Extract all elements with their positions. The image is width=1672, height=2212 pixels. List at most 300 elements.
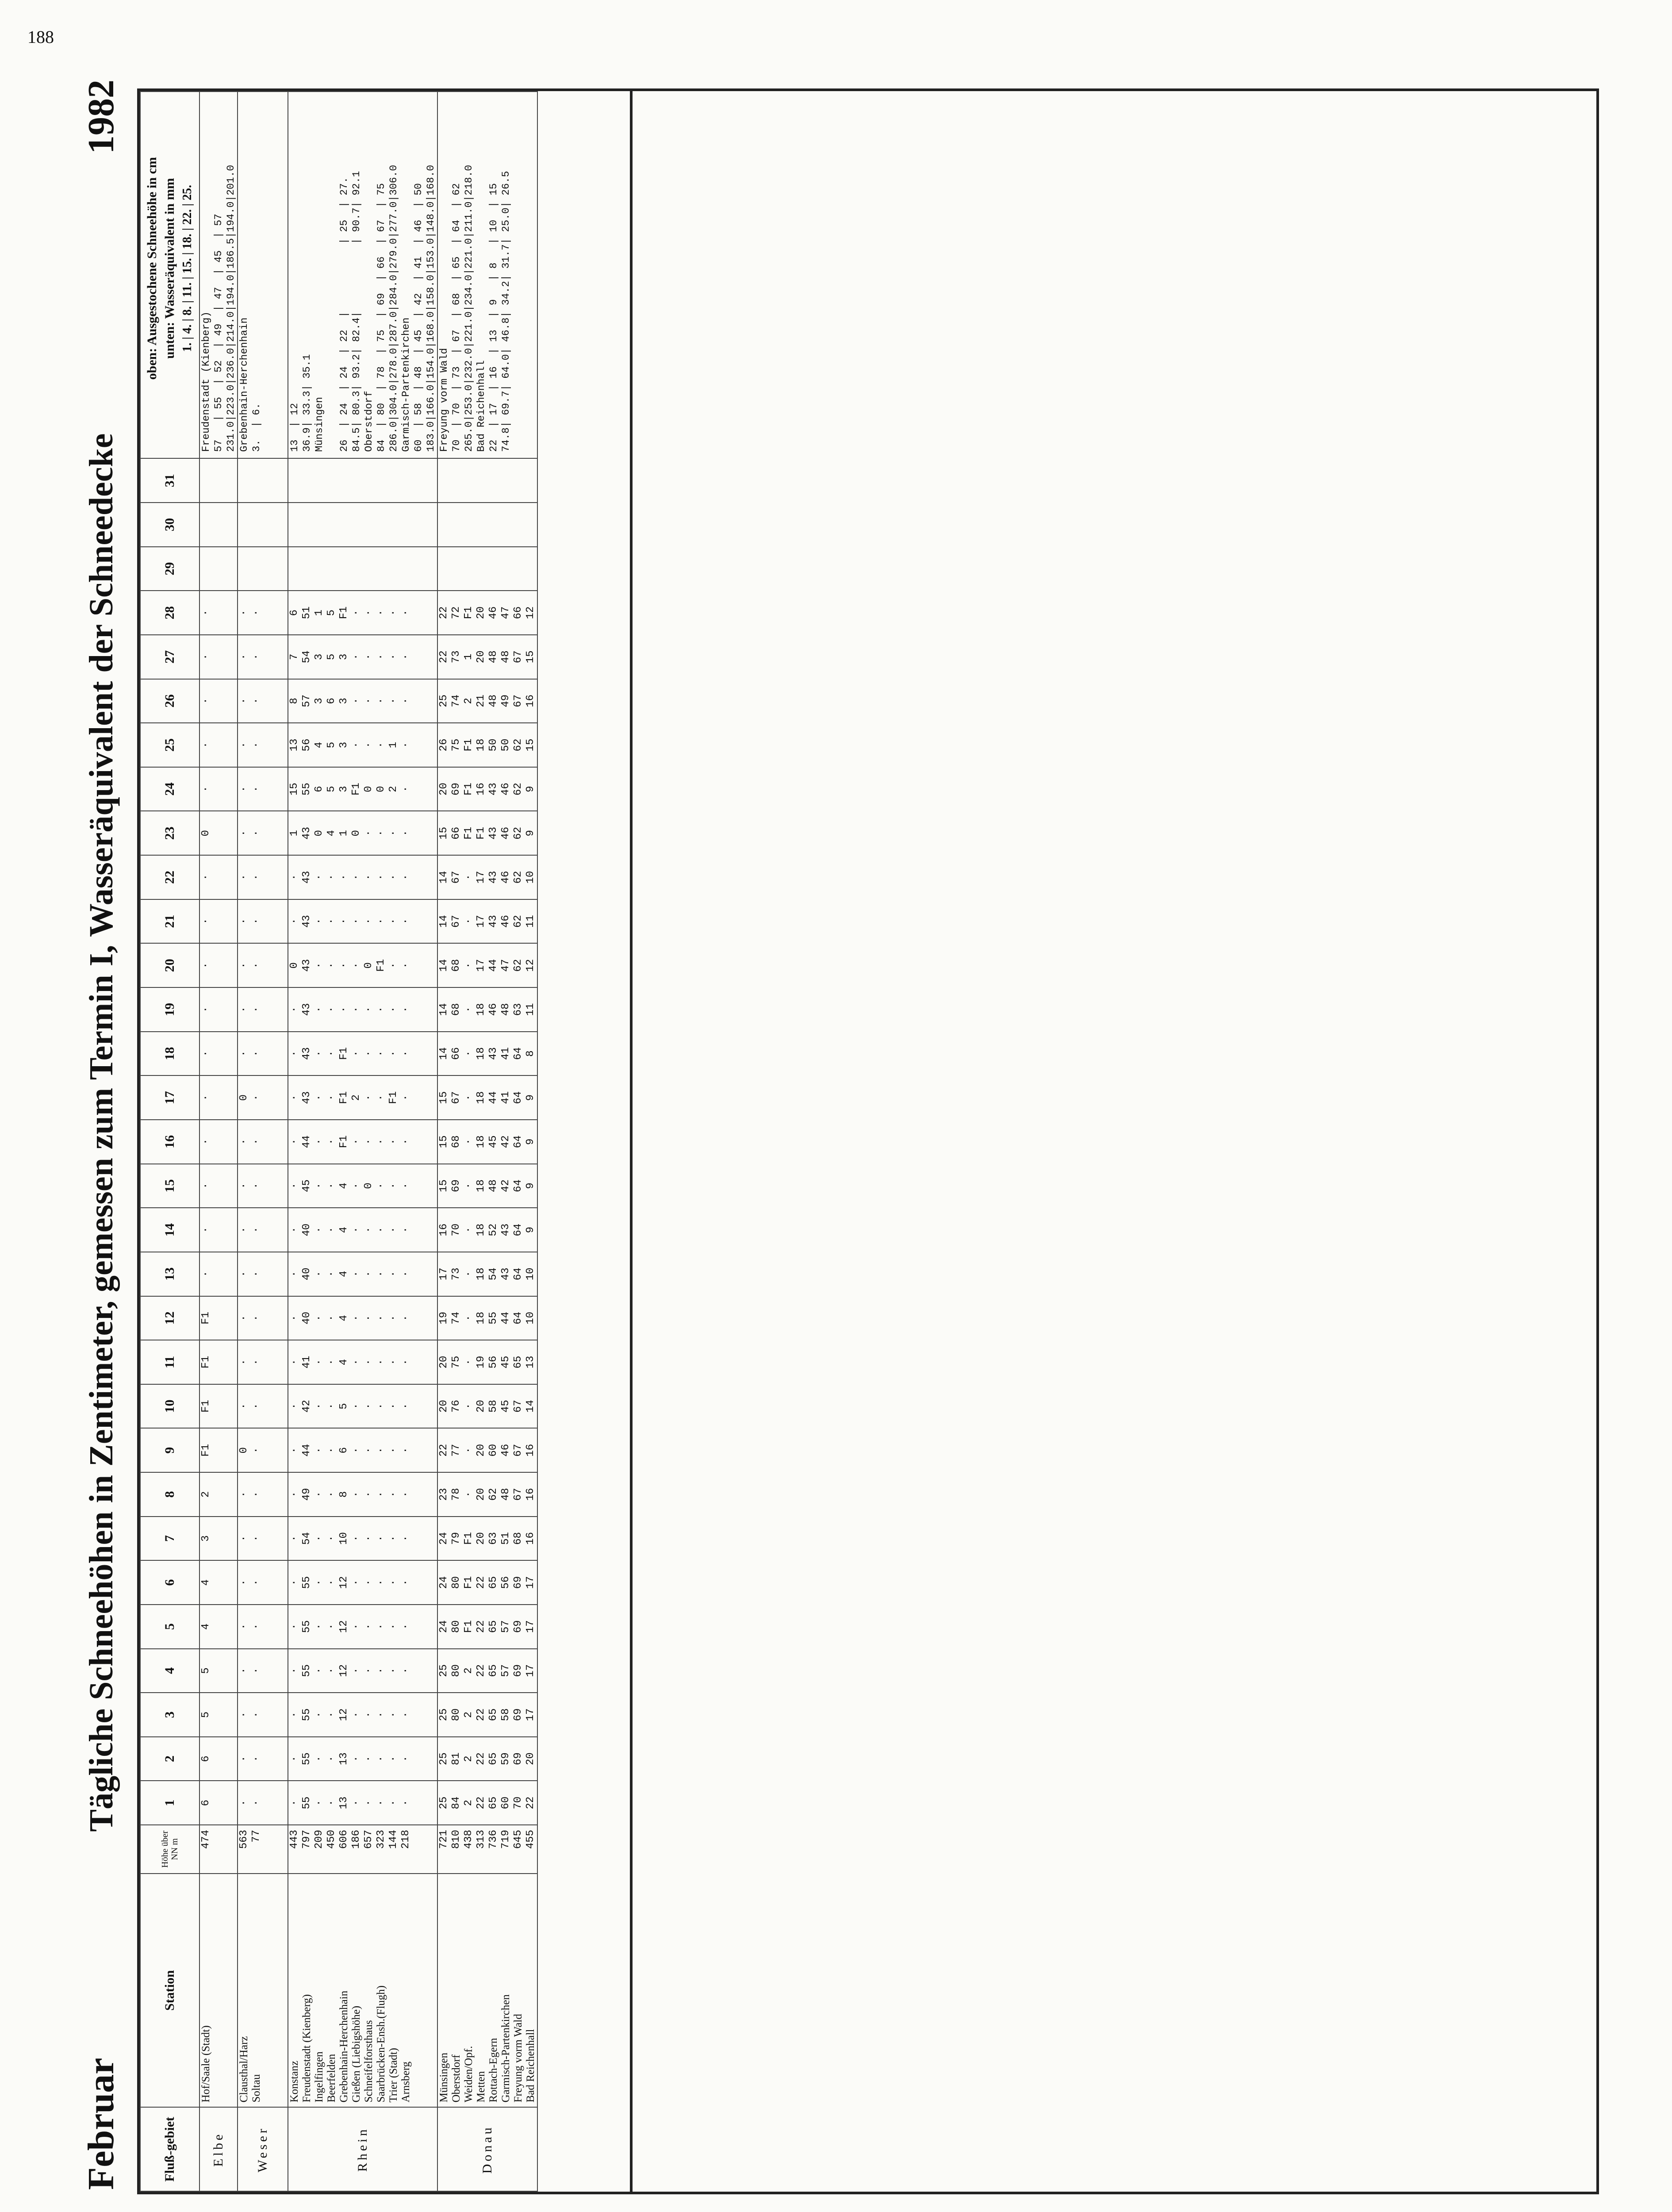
snow-depth-value: · (326, 874, 337, 881)
snow-depth-value: · (387, 609, 399, 616)
snow-depth-value: 0 (238, 1094, 250, 1101)
snow-depth-value: 4 (338, 1359, 350, 1366)
snow-depth-value: · (326, 1094, 337, 1101)
snow-depth-value: 43 (301, 1091, 313, 1104)
snow-depth-value: 46 (500, 871, 512, 884)
snow-depth-value: · (350, 1006, 362, 1013)
snow-depth-value: · (326, 1447, 337, 1454)
snow-depth-value: · (363, 1094, 375, 1101)
measured-line: Garmisch-Partenkirchen (400, 317, 412, 452)
snow-depth-value: F1 (338, 1091, 350, 1104)
station-name: Ingelfingen (313, 2051, 325, 2103)
snow-depth-value: · (326, 1800, 337, 1806)
altitude-value: 810 (450, 1830, 462, 1849)
day-cell (288, 899, 437, 944)
snow-depth-value: 65 (487, 1664, 499, 1677)
snow-depth-value: · (375, 1535, 387, 1542)
snow-depth-value: · (375, 918, 387, 925)
snow-depth-value: · (238, 786, 250, 792)
snow-depth-value: 17 (525, 1576, 537, 1589)
snow-depth-value: 47 (500, 959, 512, 972)
snow-depth-value: · (363, 918, 375, 925)
snow-depth-value: 10 (525, 1311, 537, 1325)
header-day: 21 (140, 899, 199, 944)
station-name: Arnsberg (400, 2061, 412, 2103)
snow-depth-value: · (375, 1447, 387, 1454)
snow-depth-value: 12 (525, 959, 537, 972)
snow-depth-value: 16 (525, 1444, 537, 1457)
snow-depth-value (475, 503, 487, 546)
day-cell (288, 503, 437, 547)
main-title: Tägliche Schneehöhen in Zentimeter, gemessen zum Termin I, Wasseräquivalent der Schneedecke (83, 433, 120, 1832)
snow-depth-value: 73 (450, 1267, 462, 1281)
day-cell (238, 458, 288, 503)
snow-depth-value: 46 (487, 1003, 499, 1016)
snow-depth-value (238, 503, 250, 546)
snow-depth-value: 6 (326, 698, 337, 704)
snow-depth-value: 80 (450, 1620, 462, 1633)
day-cell (238, 1693, 288, 1737)
snow-depth-value: · (326, 1711, 337, 1718)
snow-depth-value: · (250, 786, 262, 792)
snow-depth-value: 17 (525, 1708, 537, 1721)
snow-depth-value: 18 (475, 738, 487, 752)
measured-line: 84.5| 80.3| 93.2| 82.4| | 90.7| 92.1 (351, 171, 362, 452)
snow-depth-value: 64 (512, 1135, 524, 1148)
day-cell (288, 591, 437, 635)
day-cell (199, 1737, 238, 1781)
river-cell: Weser (238, 2107, 288, 2191)
snow-depth-value (250, 503, 263, 546)
snow-depth-value: 43 (301, 959, 313, 972)
snow-depth-value: · (200, 962, 212, 969)
day-cell (288, 987, 437, 1032)
snow-depth-value: · (363, 609, 375, 616)
snow-depth-value (326, 503, 338, 546)
snow-depth-value: · (238, 1315, 250, 1321)
snow-depth-value (438, 547, 450, 591)
snow-depth-value: · (288, 1226, 300, 1233)
snow-depth-value: 48 (487, 650, 499, 664)
snow-depth-value: 6 (200, 1800, 212, 1806)
snow-depth-value: · (463, 1094, 475, 1101)
snow-depth-value: 43 (301, 826, 313, 840)
snow-depth-value: 16 (525, 1532, 537, 1545)
snow-depth-value: 15 (438, 826, 450, 840)
snow-depth-value: 55 (487, 1311, 499, 1325)
snow-depth-value: 44 (487, 1091, 499, 1104)
snow-depth-value: · (400, 1050, 412, 1057)
snow-depth-value: 46 (500, 826, 512, 840)
snow-depth-value: 2 (463, 1755, 475, 1762)
snow-depth-value: · (387, 1359, 399, 1366)
snow-depth-value: 62 (512, 915, 524, 928)
snow-depth-value: · (400, 1579, 412, 1586)
snow-depth-value: · (363, 1006, 375, 1013)
snow-depth-value: · (375, 1138, 387, 1145)
snow-depth-value: 45 (301, 1179, 313, 1192)
snow-depth-value: 67 (450, 871, 462, 884)
snow-depth-value: 49 (301, 1488, 313, 1501)
snow-depth-value: 0 (363, 1183, 375, 1189)
snow-depth-value: · (288, 1094, 300, 1101)
day-cell (437, 1649, 537, 1693)
measured-line: Oberstdorf (363, 391, 375, 452)
header-day: 8 (140, 1472, 199, 1517)
day-cell (437, 1384, 537, 1429)
altitude-value: 144 (387, 1830, 399, 1849)
snow-depth-value: · (375, 874, 387, 881)
snow-depth-value: · (288, 1006, 300, 1013)
altitude-value: 313 (475, 1830, 487, 1849)
station-name: Weiden/Opf. (463, 2046, 475, 2103)
snow-depth-value: 62 (512, 826, 524, 840)
altitude-value: 719 (500, 1830, 512, 1849)
snow-depth-value: · (463, 1226, 475, 1233)
altitude-value: 657 (363, 1830, 375, 1849)
snow-depth-value: · (363, 653, 375, 660)
snow-depth-value: · (326, 1315, 337, 1321)
altitude-value: 209 (313, 1830, 325, 1849)
snow-depth-value: 43 (301, 871, 313, 884)
snow-depth-value: · (288, 1050, 300, 1057)
snow-depth-value: · (238, 962, 250, 969)
snow-depth-value: · (338, 1006, 350, 1013)
snow-depth-value: · (326, 1271, 337, 1277)
snow-depth-value: 47 (500, 606, 512, 619)
snow-depth-value: 22 (525, 1796, 537, 1809)
snow-depth-value: 18 (475, 1091, 487, 1104)
snow-depth-value (463, 547, 475, 591)
snow-depth-value (512, 503, 525, 546)
day-cell (238, 1781, 288, 1825)
snow-depth-value: 49 (500, 694, 512, 707)
snow-depth-value: 57 (500, 1620, 512, 1633)
snow-depth-value (338, 459, 350, 502)
snow-depth-value: · (313, 1359, 325, 1366)
snow-depth-value: · (375, 698, 387, 704)
snow-depth-value: 78 (450, 1488, 462, 1501)
measured-cell (238, 92, 288, 458)
header-day: 20 (140, 943, 199, 987)
header-day: 9 (140, 1428, 199, 1472)
snow-depth-value: 22 (475, 1664, 487, 1677)
snow-depth-value: 18 (475, 1135, 487, 1148)
snow-depth-value: 40 (301, 1223, 313, 1237)
snow-depth-value: 68 (512, 1532, 524, 1545)
snow-depth-value: 42 (500, 1179, 512, 1192)
snow-depth-value (338, 547, 350, 591)
station-name: Freudenstadt (Kienberg) (301, 1994, 313, 2103)
snow-depth-value: 43 (487, 915, 499, 928)
snow-depth-value: · (350, 1800, 362, 1806)
snow-depth-value: · (313, 1579, 325, 1586)
snow-depth-value: 75 (450, 1356, 462, 1369)
snow-depth-value: · (288, 1315, 300, 1321)
snow-depth-value: · (288, 1403, 300, 1409)
snow-depth-value: · (363, 830, 375, 837)
snow-depth-value: 50 (500, 738, 512, 752)
snow-depth-value: 2 (463, 698, 475, 704)
snow-depth-value: · (338, 918, 350, 925)
snow-depth-value: 22 (438, 606, 450, 619)
day-cell (437, 1693, 537, 1737)
snow-depth-value: 43 (500, 1267, 512, 1281)
altitude-value: 323 (375, 1830, 387, 1849)
snow-depth-value: F1 (463, 606, 475, 619)
day-cell (288, 458, 437, 503)
snow-depth-value: 56 (500, 1576, 512, 1589)
day-cell (238, 1649, 288, 1693)
day-cell (238, 1605, 288, 1649)
snow-depth-value (238, 459, 250, 502)
river-cell: Rhein (288, 2107, 437, 2191)
snow-depth-value: · (326, 1226, 337, 1233)
snow-depth-value: 79 (450, 1532, 462, 1545)
table-header-row (140, 92, 199, 2191)
snow-depth-value: · (363, 1800, 375, 1806)
snow-depth-value: 55 (301, 1664, 313, 1677)
snow-depth-value: 9 (525, 1094, 537, 1101)
snow-depth-value: · (463, 1447, 475, 1454)
day-cell (437, 987, 537, 1032)
snow-depth-value: 58 (487, 1400, 499, 1413)
station-name: Bad Reichenhall (525, 2029, 537, 2103)
snow-depth-value: 17 (475, 959, 487, 972)
day-cell (238, 1472, 288, 1517)
header-day: 28 (140, 591, 199, 635)
snow-depth-value: 22 (475, 1620, 487, 1633)
snow-depth-value: F1 (200, 1356, 212, 1369)
snow-depth-value: 44 (301, 1444, 313, 1457)
snow-depth-value: 17 (525, 1664, 537, 1677)
measured-line: Freudenstadt (Kienberg) (200, 311, 212, 452)
snow-depth-value (375, 547, 387, 591)
header-day: 2 (140, 1737, 199, 1781)
snow-depth-value: 59 (500, 1752, 512, 1766)
snow-depth-value (313, 503, 326, 546)
snow-depth-value: 42 (500, 1135, 512, 1148)
header-day: 29 (140, 547, 199, 591)
day-cell (288, 679, 437, 723)
snow-depth-value: · (387, 918, 399, 925)
altitude-value: 736 (487, 1830, 499, 1849)
snow-depth-value: 10 (525, 1267, 537, 1281)
month-title: Februar (81, 2058, 122, 2190)
snow-depth-value: 41 (301, 1356, 313, 1369)
day-cell (288, 1560, 437, 1605)
day-cell (238, 1296, 288, 1340)
snow-depth-value: · (375, 653, 387, 660)
snow-depth-value: · (238, 1050, 250, 1057)
day-cell (437, 591, 537, 635)
measured-line: Freyung vorm Wald (438, 348, 450, 452)
snow-depth-value: · (400, 1491, 412, 1498)
snow-depth-value: 20 (475, 1532, 487, 1545)
snow-depth-value: · (400, 1271, 412, 1277)
snow-depth-value (400, 459, 412, 502)
snow-depth-value: · (326, 1667, 337, 1674)
header-day: 1 (140, 1781, 199, 1825)
snow-depth-value: 1 (463, 653, 475, 660)
snow-depth-value: 60 (487, 1444, 499, 1457)
snow-depth-value (525, 459, 537, 502)
day-cell (238, 1120, 288, 1164)
day-cell (288, 1120, 437, 1164)
snow-depth-value (288, 503, 301, 546)
snow-depth-value: 18 (475, 1267, 487, 1281)
snow-depth-value: 75 (450, 738, 462, 752)
day-cell (437, 1340, 537, 1384)
snow-depth-value (512, 459, 525, 502)
snow-depth-value: · (387, 1535, 399, 1542)
snow-depth-value: · (250, 962, 262, 969)
snow-depth-value: 67 (512, 1444, 524, 1457)
snow-depth-value: 50 (487, 738, 499, 752)
snow-depth-value (313, 547, 326, 591)
station-name: Oberstdorf (450, 2055, 462, 2103)
snow-depth-value: 65 (487, 1752, 499, 1766)
snow-depth-value: 2 (387, 786, 399, 792)
snow-depth-value: 14 (438, 1047, 450, 1060)
snow-depth-value: 20 (438, 1400, 450, 1413)
day-cell (199, 1120, 238, 1164)
snow-depth-value: 25 (438, 1708, 450, 1721)
snow-depth-value (338, 503, 350, 546)
snow-depth-value: 18 (475, 1311, 487, 1325)
snow-depth-value: 0 (288, 962, 300, 969)
snow-depth-value (487, 459, 500, 502)
snow-depth-value: · (375, 1226, 387, 1233)
snow-depth-value: 9 (525, 830, 537, 837)
snow-depth-value: · (238, 874, 250, 881)
snow-depth-value: 54 (487, 1267, 499, 1281)
snow-depth-value (375, 503, 387, 546)
snow-depth-value: 55 (301, 1620, 313, 1633)
snow-depth-value: · (350, 653, 362, 660)
snow-depth-value: · (387, 1579, 399, 1586)
snow-depth-value: · (363, 1491, 375, 1498)
snow-depth-value: · (238, 918, 250, 925)
snow-depth-value: · (238, 1403, 250, 1409)
day-cell (199, 547, 238, 591)
day-cell (238, 723, 288, 767)
snow-depth-value: · (200, 741, 212, 749)
snow-depth-value: · (463, 874, 475, 881)
day-cell (437, 723, 537, 767)
snow-depth-value (450, 547, 463, 591)
snow-depth-value: · (387, 1447, 399, 1454)
snow-depth-value: 26 (438, 738, 450, 752)
station-name: Gießen (Liebigshöhe) (350, 2005, 362, 2103)
snow-depth-value: 63 (487, 1532, 499, 1545)
snow-depth-value: 74 (450, 694, 462, 707)
snow-depth-value: 55 (301, 1708, 313, 1721)
snow-depth-value: 65 (487, 1620, 499, 1633)
snow-depth-value: 46 (500, 915, 512, 928)
snow-depth-value: · (387, 1138, 399, 1145)
snow-depth-value: 45 (500, 1400, 512, 1413)
measured-line: 265.0|253.0|232.0|221.0|234.0|221.0|211.0|218.0 (463, 165, 475, 452)
snow-depth-value (200, 459, 212, 502)
snow-depth-value: · (375, 1050, 387, 1057)
altitude-cell (288, 1825, 437, 1874)
snow-depth-value: · (326, 1579, 337, 1586)
snow-depth-value: · (238, 1755, 250, 1762)
snow-depth-value: 10 (525, 871, 537, 884)
table-row (199, 92, 238, 2191)
snow-depth-value: · (350, 874, 362, 881)
snow-depth-value (326, 547, 338, 591)
snow-depth-value: · (400, 1226, 412, 1233)
snow-depth-value: 9 (525, 1183, 537, 1189)
snow-depth-value: · (400, 874, 412, 881)
snow-depth-value: · (238, 1359, 250, 1366)
page-number: 188 (27, 27, 54, 47)
altitude-value: 474 (200, 1830, 212, 1849)
snow-depth-value: · (238, 1579, 250, 1586)
snow-depth-value: 84 (450, 1796, 462, 1809)
day-cell (199, 1075, 238, 1120)
snow-depth-value: · (387, 962, 399, 969)
snow-depth-value: · (350, 698, 362, 704)
snow-depth-value: 46 (500, 1444, 512, 1457)
snow-depth-value: · (400, 918, 412, 925)
snow-depth-value: · (350, 1579, 362, 1586)
snow-depth-value: 69 (512, 1664, 524, 1677)
snow-depth-value: · (387, 830, 399, 837)
snow-depth-value: 17 (475, 915, 487, 928)
measured-line: 84 | 80 | 78 | 75 | 69 | 66 | 67 | 75 (376, 183, 387, 452)
measured-line: 13 | 12 (289, 403, 300, 452)
snow-depth-value: 22 (475, 1796, 487, 1809)
snow-depth-value: · (250, 1667, 262, 1674)
snow-depth-value: 66 (450, 1047, 462, 1060)
header-day: 17 (140, 1075, 199, 1120)
snow-depth-value: · (313, 1755, 325, 1762)
day-cell (199, 767, 238, 811)
day-cell (199, 723, 238, 767)
day-cell (199, 987, 238, 1032)
snow-depth-value: · (313, 1403, 325, 1409)
snow-depth-value: 41 (500, 1047, 512, 1060)
header-measured-scale: 1. | 4. | 8. | 11. | 15. | 18. | 22. | 25. (180, 184, 194, 352)
snow-depth-value: 9 (525, 1138, 537, 1145)
snow-depth-value: 2 (200, 1491, 212, 1498)
snow-depth-value: · (326, 1755, 337, 1762)
snow-depth-value: 12 (338, 1576, 350, 1589)
snow-depth-value: 4 (313, 741, 325, 749)
station-name: Grebenhain-Herchenhain (338, 1990, 350, 2103)
snow-depth-value (387, 547, 400, 591)
snow-depth-value: · (250, 1535, 262, 1542)
snow-depth-value: · (326, 1491, 337, 1498)
snow-depth-value: · (375, 1667, 387, 1674)
day-cell (288, 855, 437, 899)
snow-depth-value: 64 (512, 1179, 524, 1192)
snow-depth-value: · (313, 1271, 325, 1277)
day-cell (199, 1032, 238, 1076)
snow-depth-value: · (375, 1623, 387, 1630)
snow-depth-value (363, 459, 375, 502)
snow-depth-value: 17 (475, 871, 487, 884)
snow-depth-value: · (400, 698, 412, 704)
day-cell (199, 591, 238, 635)
snow-depth-value: · (326, 1183, 337, 1189)
snow-depth-value: · (238, 1623, 250, 1630)
snow-depth-value (387, 503, 400, 546)
header-day: 4 (140, 1649, 199, 1693)
